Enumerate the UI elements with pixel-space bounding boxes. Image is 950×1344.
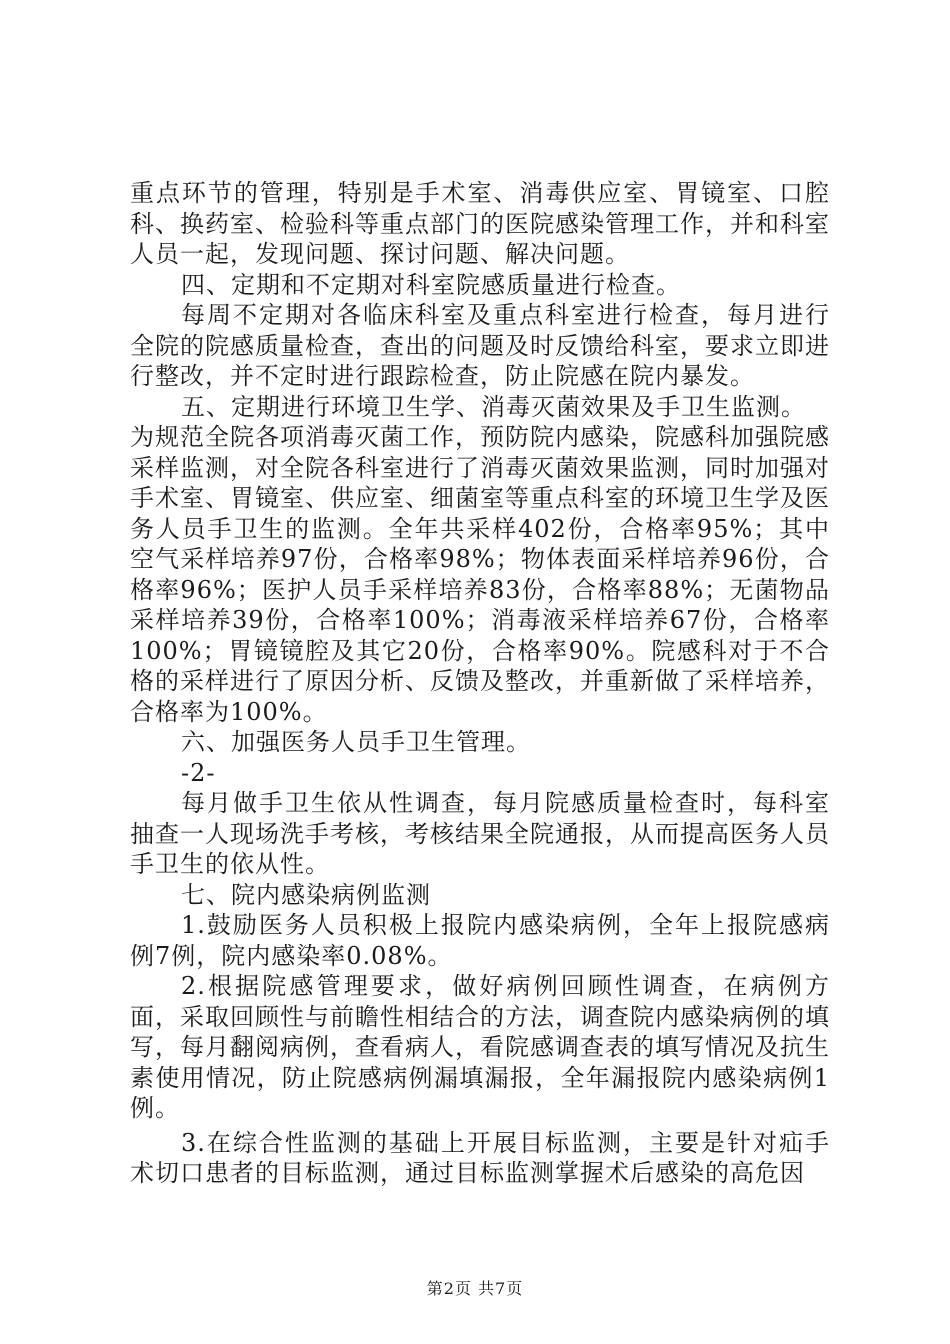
- inline-page-marker: -2-: [181, 758, 216, 787]
- section-heading-7: 七、院内感染病例监测: [181, 880, 431, 909]
- list-item-1: 1.鼓励医务人员积极上报院内感染病例，全年上报院感病例7例，院内感染率0.08%。: [130, 911, 830, 970]
- paragraph-hand-hygiene: 每月做手卫生依从性调查，每月院感质量检查时，每科室抽查一人现场洗手考核，考核结果全院通报，从而提高医务人员手卫生的依从性。: [130, 789, 830, 878]
- list-item-3: 3.在综合性监测的基础上开展目标监测，主要是针对疝手术切口患者的目标监测，通过目标监测掌握术后感染的高危因: [130, 1128, 830, 1187]
- section-heading-4: 四、定期和不定期对科室院感质量进行检查。: [181, 270, 681, 299]
- section-heading-6: 六、加强医务人员手卫生管理。: [181, 728, 531, 756]
- paragraph-sampling-results: 为规范全院各项消毒灭菌工作，预防院内感染，院感科加强院感采样监测，对全院各科室进行了消毒灭菌效果监测，同时加强对手术室、胃镜室、供应室、细菌室等重点科室的环境卫生学及医务人员手卫生的监测。全年共采样402份，合格率95%；其中空气采样培养97份，合格率98%；物体表面采样培养96份，合格率96%；医护人员手采样培养83份，合格率88%；无菌物品采样培养39份，合格率100%；消毒液采样培养67份，合格率100%；胃镜镜腔及其它20份，合格率90%。院感科对于不合格的采样进行了原因分析、反馈及整改，并重新做了采样培养，合格率为100%。: [130, 423, 830, 726]
- page-footer: 第2页 共7页: [426, 1279, 524, 1298]
- list-item-2: 2.根据院感管理要求，做好病例回顾性调查，在病例方面，采取回顾性与前瞻性相结合的方法，调查院内感染病例的填写，每月翻阅病例，查看病人，看院感调查表的填写情况及抗生素使用情况，防止院感病例漏填漏报，全年漏报院内感染病例1例。: [130, 972, 830, 1122]
- paragraph-quality-check: 每周不定期对各临床科室及重点科室进行检查，每月进行全院的院感质量检查，查出的问题及时反馈给科室，要求立即进行整改，并不定时进行跟踪检查，防止院感在院内暴发。: [130, 301, 830, 390]
- document-body: [130, 178, 830, 1189]
- paragraph-key-areas: 重点环节的管理，特别是手术室、消毒供应室、胃镜室、口腔科、换药室、检验科等重点部门的医院感染管理工作，并和科室人员一起，发现问题、探讨问题、解决问题。: [130, 179, 830, 268]
- section-heading-5: 五、定期进行环境卫生学、消毒灭菌效果及手卫生监测。: [181, 392, 806, 421]
